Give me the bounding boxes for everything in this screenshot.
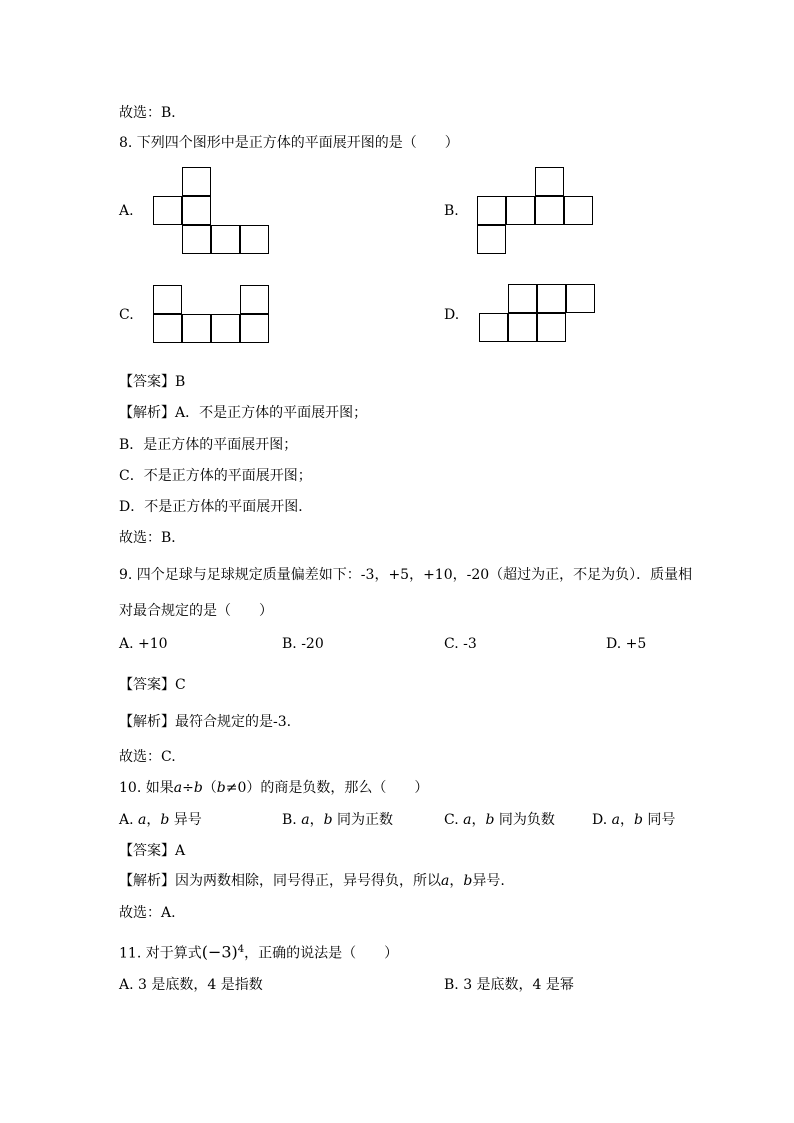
q8-option-b-net [477,167,595,255]
q8-option-d-label: D. [444,307,460,323]
q8-option-c-net [153,285,271,344]
option-var-a: a [463,812,472,828]
q11-stem-suffix: ，正确的说法是（ ） [244,945,399,962]
q10-analysis [119,872,505,890]
option-prefix: D. [592,812,612,828]
net-square [564,196,593,225]
option-text: 同为正数 [332,812,393,828]
q10-var-a: a [173,780,183,796]
net-square [535,196,564,225]
net-square [211,314,240,343]
option-var-a: a [138,812,147,828]
net-square [566,284,595,313]
q11-stem [119,941,398,963]
q9-option-d: D. +5 [606,636,647,652]
q10-conclusion: 故选：A. [119,905,176,921]
net-square [537,313,566,342]
net-square [535,167,564,196]
net-square [153,196,182,225]
q10-option-d [592,811,675,829]
q8-option-c-label: C. [119,307,134,323]
q8-conclusion: 故选：B． [119,530,186,546]
option-sep: ， [471,812,486,828]
option-sep: ， [620,812,634,828]
q8-answer: 【答案】B [119,374,186,390]
option-text: 同为负数 [494,812,555,828]
net-square [537,284,566,313]
q11-option-b: B. 3 是底数，4 是幂 [444,977,574,993]
q9-option-c: C. -3 [444,636,477,652]
q10-option-b [282,811,393,829]
net-square [182,314,211,343]
q8-option-a-label: A. [119,203,134,219]
net-square [153,285,182,314]
q10-answer: 【答案】A [119,843,186,859]
q10-cond-b: b [216,780,226,796]
net-square [508,313,537,342]
net-square [182,225,211,254]
option-var-b: b [160,812,170,828]
q8-analysis-line: C．不是正方体的平面展开图； [119,468,312,484]
q10-div-sign: ÷ [182,780,194,796]
q10-analysis-var-b: b [463,873,473,889]
q10-var-b: b [193,780,203,796]
q11-stem-prefix: 11. 对于算式 [119,945,202,962]
q9-stem-line1: 9. 四个足球与足球规定质量偏差如下：-3，+5，+10，-20（超过为正，不足为负）．质量相 [119,567,693,583]
net-square [182,196,211,225]
option-text: 异号 [169,812,202,828]
q8-option-b-label: B. [444,203,459,219]
net-square [508,284,537,313]
prev-conclusion: 故选：B． [119,105,186,121]
option-prefix: C. [444,812,464,828]
q9-analysis: 【解析】最符合规定的是-3. [119,714,292,730]
q8-option-d-net [479,284,597,343]
q11-expr-base: (−3) [201,942,238,962]
option-var-b: b [485,812,495,828]
net-square [506,196,535,225]
net-square [240,225,269,254]
net-square [211,225,240,254]
q10-analysis-prefix: 【解析】因为两数相除，同号得正，异号得负，所以 [119,873,441,889]
q10-paren-open: （ [202,780,217,796]
q9-stem-line2: 对最合规定的是（ ） [119,603,273,619]
q8-stem: 8. 下列四个图形中是正方体的平面展开图的是（ ） [119,135,459,151]
net-square [477,225,506,254]
q10-option-a [119,811,202,829]
option-sep: ， [309,812,324,828]
q11-option-a: A. 3 是底数，4 是指数 [119,977,263,993]
q10-stem [119,779,428,797]
net-square [240,285,269,314]
q9-answer: 【答案】C [119,677,186,693]
net-square [240,314,269,343]
q8-analysis-line: D．不是正方体的平面展开图． [119,499,313,515]
q10-analysis-suffix: 异号. [472,873,505,889]
q10-stem-prefix: 10. 如果 [119,780,174,796]
option-var-b: b [323,812,333,828]
option-var-b: b [634,812,643,828]
option-var-a: a [301,812,310,828]
q8-analysis-line: B．是正方体的平面展开图； [119,437,298,453]
q11-expr-exponent: 4 [237,944,245,955]
q10-option-c [444,811,555,829]
option-sep: ， [146,812,161,828]
q10-analysis-sep: ， [449,873,464,889]
q8-analysis-line: 【解析】A．不是正方体的平面展开图； [119,405,368,421]
q9-conclusion: 故选：C. [119,749,176,765]
net-square [182,167,211,196]
q9-option-a: A. +10 [119,636,168,652]
net-square [479,313,508,342]
net-square [477,196,506,225]
q10-stem-suffix: 的商是负数，那么（ ） [260,780,429,796]
option-prefix: B. [282,812,302,828]
q9-option-b: B. -20 [282,636,324,652]
option-var-a: a [611,812,620,828]
q10-cond-ne: ≠0） [225,780,261,796]
option-text: 同号 [642,812,676,828]
net-square [153,314,182,343]
q10-analysis-var-a: a [441,873,450,889]
q8-option-a-net [153,167,271,255]
option-prefix: A. [119,812,139,828]
